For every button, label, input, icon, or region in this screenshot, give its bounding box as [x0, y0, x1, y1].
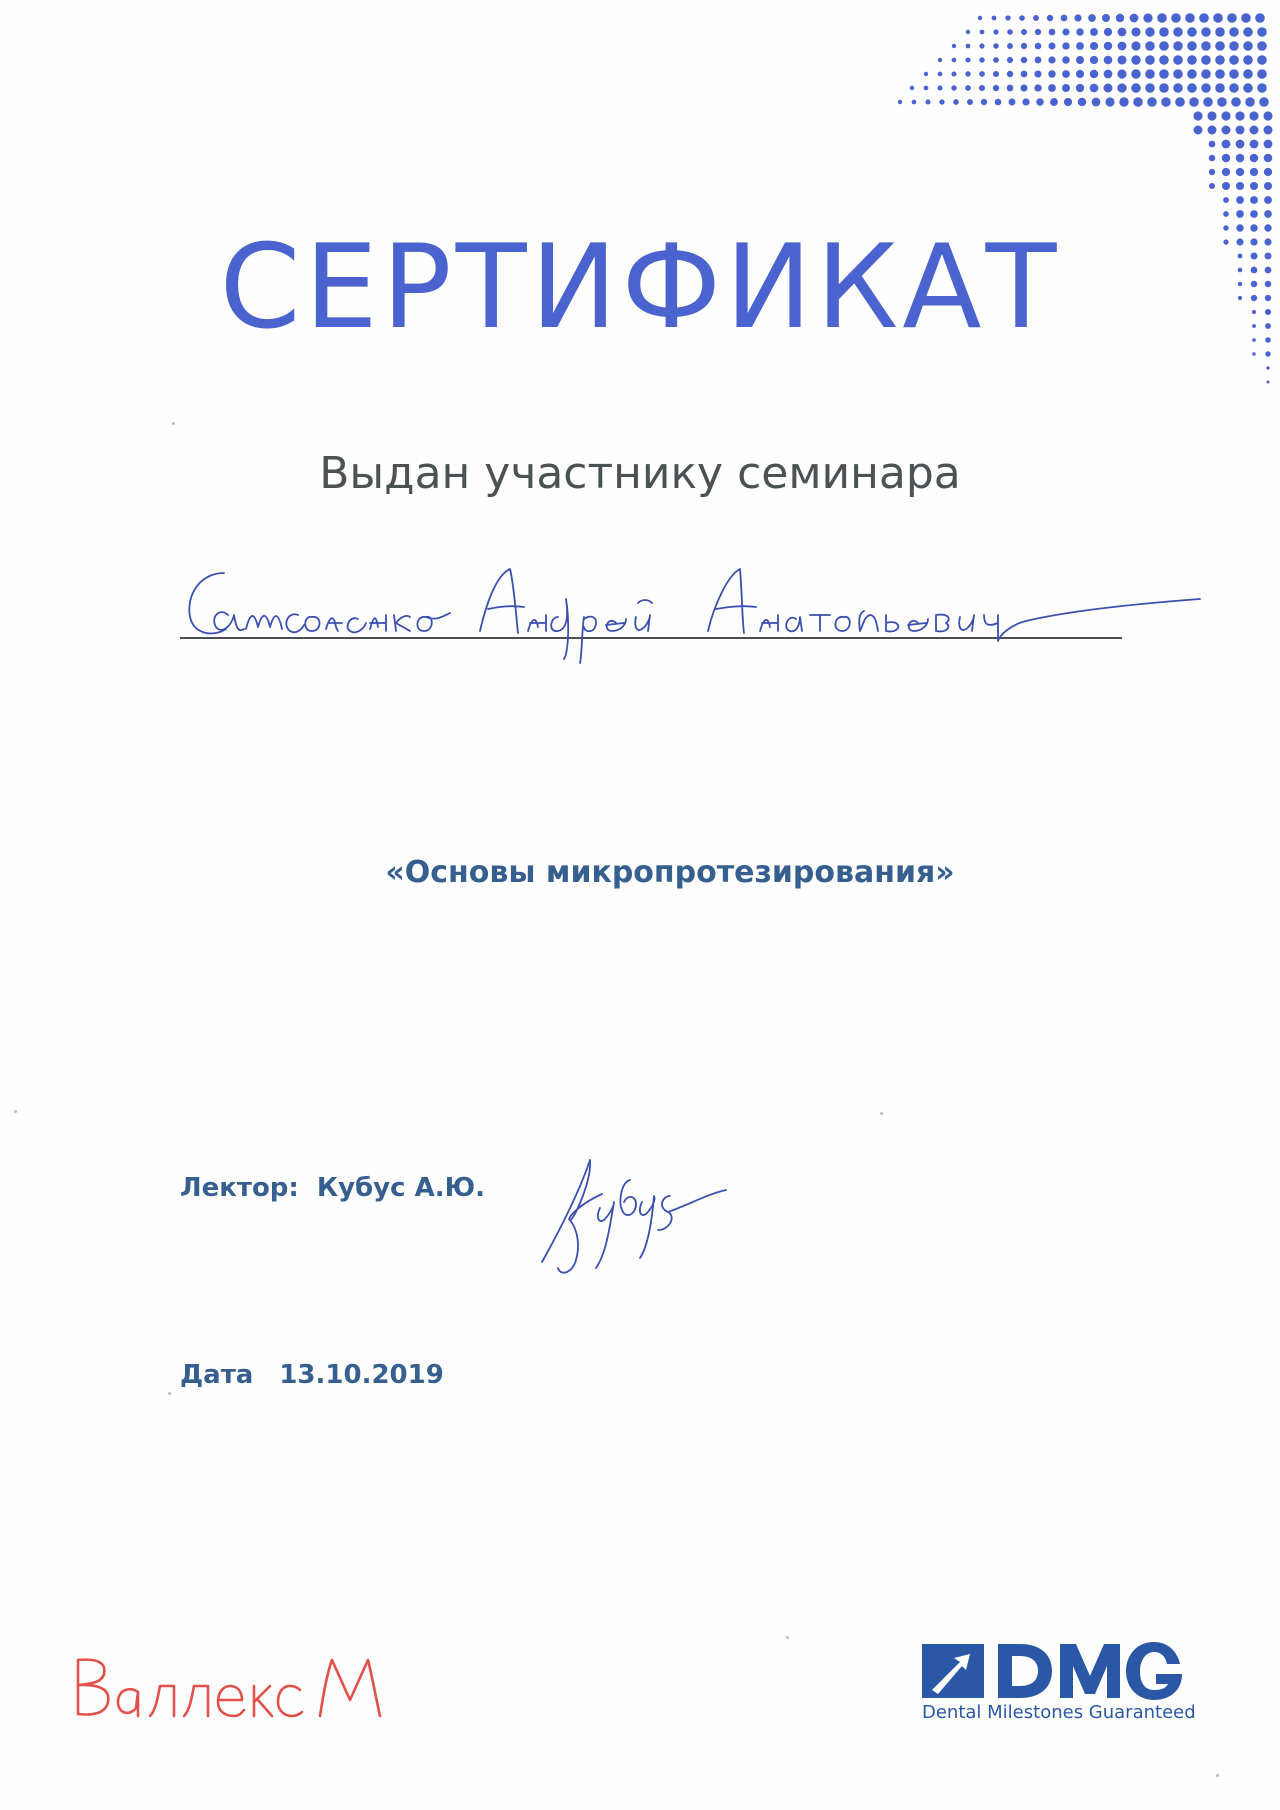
decor-dot [1229, 69, 1239, 79]
decor-dot [979, 57, 984, 62]
decor-dot [1236, 182, 1244, 190]
decor-dot [1236, 168, 1244, 176]
scan-speck [880, 1112, 883, 1115]
decor-dot [1236, 126, 1245, 135]
decor-dot [1222, 168, 1230, 176]
decor-dot [1209, 141, 1216, 148]
decor-dot [1223, 211, 1229, 217]
decor-dot [1104, 28, 1112, 36]
decor-dot [1090, 28, 1098, 36]
decor-dot [1019, 15, 1025, 21]
decor-dot [1130, 14, 1139, 23]
decor-dot [1236, 140, 1245, 149]
decor-dot [1215, 83, 1225, 93]
decor-dot [1250, 196, 1258, 204]
decor-dot [1267, 381, 1270, 384]
decor-dot [1173, 41, 1183, 51]
decor-dot [979, 43, 984, 48]
decor-dot [1116, 14, 1124, 22]
decor-dot [1131, 27, 1140, 36]
decor-dot [1076, 56, 1084, 64]
decor-dot [1173, 55, 1183, 65]
decor-dot [1194, 126, 1203, 135]
decor-dot [1102, 14, 1110, 22]
lecturer-name: Кубус А.Ю. [316, 1173, 485, 1203]
decor-dot [1021, 57, 1028, 64]
decor-dot [1157, 13, 1167, 23]
decor-dot [1257, 27, 1267, 37]
decor-dot [1062, 56, 1070, 64]
decor-dot [993, 43, 999, 49]
decor-dot [1266, 366, 1269, 369]
decor-dot [1243, 55, 1253, 65]
decor-dot [898, 100, 902, 104]
decor-dot [1223, 197, 1229, 203]
decor-dot [1047, 15, 1053, 21]
decor-dot [1173, 69, 1183, 79]
recipient-name-field [180, 555, 1220, 665]
decor-dot [1117, 83, 1126, 92]
decor-dot [1145, 41, 1155, 51]
decor-dot [1118, 42, 1127, 51]
decor-dot [1021, 29, 1027, 35]
decor-dot [1264, 140, 1273, 149]
decor-dot [1215, 55, 1225, 65]
decor-dot [1241, 13, 1251, 23]
decor-dot [1048, 84, 1056, 92]
decor-dot [910, 86, 914, 90]
decor-dot [1105, 97, 1114, 106]
decor-dot [1007, 85, 1014, 92]
decor-dot [1092, 98, 1101, 107]
decor-dot [1048, 70, 1055, 77]
decor-dot [1207, 111, 1216, 120]
decor-dot [924, 86, 929, 91]
decor-dot [1131, 69, 1141, 79]
decor-dot [1131, 55, 1140, 64]
decor-dot [1145, 55, 1155, 65]
date-line [180, 1362, 444, 1388]
decor-dot [1201, 69, 1211, 79]
decor-dot [1185, 13, 1195, 23]
decor-dot [1161, 97, 1171, 107]
decor-dot [1035, 57, 1042, 64]
decor-dot [1236, 210, 1244, 218]
decor-dot [1252, 352, 1255, 355]
decor-dot [1203, 97, 1213, 107]
decor-dot [967, 99, 973, 105]
seminar-title: «Основы микропротезирования» [385, 855, 955, 890]
decor-dot [951, 71, 956, 76]
decor-dot [1131, 41, 1140, 50]
decor-dot [1078, 98, 1087, 107]
decor-dot [1035, 43, 1042, 50]
scan-speck [786, 1636, 789, 1639]
decor-dot [1159, 83, 1169, 93]
decor-dot [1265, 351, 1270, 356]
decor-dot [1264, 168, 1272, 176]
certificate-title: СЕРТИФИКАТ [219, 220, 1061, 355]
decor-dot [1257, 83, 1267, 93]
decor-dot [1215, 27, 1225, 37]
decor-dot [979, 85, 985, 91]
decor-dot [1062, 28, 1069, 35]
decor-dot [981, 99, 987, 105]
decor-dot [1173, 83, 1183, 93]
decor-dot [1222, 140, 1231, 149]
decor-dot [912, 100, 917, 105]
decor-dot [1022, 98, 1029, 105]
decor-dot [1243, 41, 1253, 51]
dot-pattern-decoration [860, 0, 1280, 420]
decor-dot [1090, 84, 1099, 93]
decor-dot [1264, 154, 1273, 163]
decor-dot [1255, 13, 1265, 23]
decor-dot [1088, 14, 1096, 22]
decor-dot [1175, 97, 1185, 107]
decor-dot [1245, 97, 1255, 107]
decor-dot [938, 72, 943, 77]
decor-dot [1213, 13, 1223, 23]
decor-dot [1243, 69, 1253, 79]
decor-dot [1074, 14, 1081, 21]
decor-dot [1201, 27, 1211, 37]
decor-dot [1090, 70, 1098, 78]
date-label: Дата [180, 1360, 254, 1390]
decor-dot [1250, 182, 1258, 190]
decor-dot [1209, 155, 1216, 162]
decor-dot [1021, 43, 1027, 49]
decor-dot [965, 71, 970, 76]
decor-dot [1005, 15, 1010, 20]
decor-dot [1159, 41, 1169, 51]
decor-dot [1171, 13, 1181, 23]
decor-dot [1062, 84, 1070, 92]
decor-dot [1159, 69, 1169, 79]
decor-dot [1090, 56, 1098, 64]
decor-dot [1222, 182, 1230, 190]
decor-dot [1119, 97, 1128, 106]
decor-dot [938, 58, 942, 62]
decor-dot [1159, 27, 1169, 37]
decor-dot [1104, 42, 1112, 50]
decor-dot [1201, 55, 1211, 65]
decor-dot [1020, 84, 1027, 91]
decor-dot [1243, 83, 1253, 93]
decor-dot [1117, 69, 1126, 78]
dmg-tagline: Dental Milestones Guaranteed [922, 1702, 1196, 1723]
decor-dot [1118, 28, 1127, 37]
decor-dot [1007, 43, 1013, 49]
lecturer-label: Лектор: [180, 1173, 299, 1203]
decor-dot [1236, 154, 1245, 163]
decor-dot [1064, 98, 1072, 106]
decor-dot [1236, 196, 1244, 204]
decor-dot [1243, 27, 1253, 37]
decor-dot [1034, 70, 1041, 77]
decor-dot [1193, 111, 1202, 120]
certificate-subtitle: Выдан участнику семинара [319, 448, 961, 499]
decor-dot [1187, 83, 1197, 93]
decor-dot [925, 99, 930, 104]
decor-dot [1007, 29, 1013, 35]
date-value: 13.10.2019 [279, 1360, 444, 1390]
decor-dot [993, 85, 999, 91]
decor-dot [1187, 55, 1197, 65]
decor-dot [1159, 55, 1169, 65]
decor-dot [995, 99, 1002, 106]
recipient-name-handwriting [180, 555, 1220, 665]
decor-dot [1259, 97, 1269, 107]
scan-speck [14, 1110, 17, 1113]
decor-dot [1221, 111, 1230, 120]
decor-dot [1062, 42, 1069, 49]
decor-dot [1036, 98, 1044, 106]
decor-dot [1145, 69, 1155, 79]
decor-dot [1215, 69, 1225, 79]
decor-dot [965, 57, 970, 62]
decor-dot [978, 16, 982, 20]
decor-dot [1076, 84, 1084, 92]
decor-dot [1145, 83, 1155, 93]
decor-dot [1201, 83, 1211, 93]
decor-dot [1264, 196, 1272, 204]
decor-dot [1227, 13, 1237, 23]
decor-dot [1201, 41, 1211, 51]
decor-dot [1076, 28, 1084, 36]
decor-dot [1250, 140, 1259, 149]
decor-dot [1034, 84, 1041, 91]
decor-dot [1147, 97, 1157, 107]
decor-dot [965, 85, 971, 91]
scan-speck [172, 422, 175, 425]
decor-dot [1104, 56, 1113, 65]
decor-dot [1257, 41, 1267, 51]
decor-dot [1048, 56, 1055, 63]
decor-dot [1187, 27, 1197, 37]
decor-dot [1061, 15, 1068, 22]
decor-dot [1049, 29, 1056, 36]
decor-dot [937, 85, 942, 90]
decor-dot [1249, 111, 1258, 120]
decor-dot [1189, 97, 1199, 107]
decor-dot [952, 58, 957, 63]
decor-dot [1033, 15, 1039, 21]
decor-dot [1250, 154, 1259, 163]
scan-speck [1216, 1774, 1219, 1777]
decor-dot [1131, 83, 1141, 93]
decor-dot [1009, 99, 1016, 106]
decor-dot [1229, 41, 1239, 51]
scan-speck [168, 1392, 171, 1395]
decor-dot [1229, 83, 1239, 93]
decor-dot [1263, 111, 1272, 120]
decor-dot [1090, 42, 1098, 50]
decor-dot [1143, 13, 1152, 22]
decor-dot [1222, 154, 1231, 163]
decor-dot [1173, 27, 1183, 37]
decor-dot [993, 57, 999, 63]
decor-dot [1117, 55, 1126, 64]
decor-dot [1257, 55, 1267, 65]
decor-dot [1231, 97, 1241, 107]
decor-dot [1049, 43, 1056, 50]
decor-dot [1187, 69, 1197, 79]
decor-dot [1209, 169, 1215, 175]
decor-dot [924, 72, 928, 76]
decor-dot [1035, 29, 1041, 35]
decor-dot [1215, 41, 1225, 51]
decor-dot [1264, 126, 1273, 135]
decor-dot [1104, 70, 1113, 79]
decor-dot [1264, 210, 1272, 218]
decor-dot [966, 30, 970, 34]
decor-dot [1264, 182, 1272, 190]
decor-dot [1076, 42, 1084, 50]
decor-dot [1133, 97, 1143, 107]
decor-dot [939, 99, 944, 104]
decor-dot [951, 85, 956, 90]
decor-dot [1062, 70, 1070, 78]
decor-dot [1007, 57, 1013, 63]
decor-dot [1199, 13, 1209, 23]
decor-dot [1209, 183, 1215, 189]
decor-dot [1229, 55, 1239, 65]
decor-dot [1007, 71, 1013, 77]
decor-dot [1229, 27, 1239, 37]
decor-dot [1222, 126, 1231, 135]
lecturer-signature [530, 1150, 730, 1280]
decor-dot [1257, 69, 1267, 79]
decor-dot [1145, 27, 1154, 36]
decor-dot [1250, 210, 1258, 218]
decor-dot [952, 44, 956, 48]
decor-dot [1250, 126, 1259, 135]
decor-dot [953, 99, 959, 105]
decor-dot [979, 71, 985, 77]
decor-dot [993, 29, 998, 34]
decor-dot [966, 44, 971, 49]
decor-dot [1187, 41, 1197, 51]
decor-dot [1235, 111, 1244, 120]
decor-dot [992, 16, 997, 21]
lecturer-line [180, 1175, 485, 1201]
decor-dot [1217, 97, 1227, 107]
decor-dot [1208, 126, 1217, 135]
decor-dot [980, 30, 985, 35]
decor-dot [1050, 98, 1058, 106]
decor-dot [1076, 70, 1084, 78]
decor-dot [993, 71, 999, 77]
vallex-logo [70, 1650, 470, 1730]
decor-dot [1250, 168, 1258, 176]
decor-dot [1104, 84, 1113, 93]
decor-dot [1021, 71, 1028, 78]
